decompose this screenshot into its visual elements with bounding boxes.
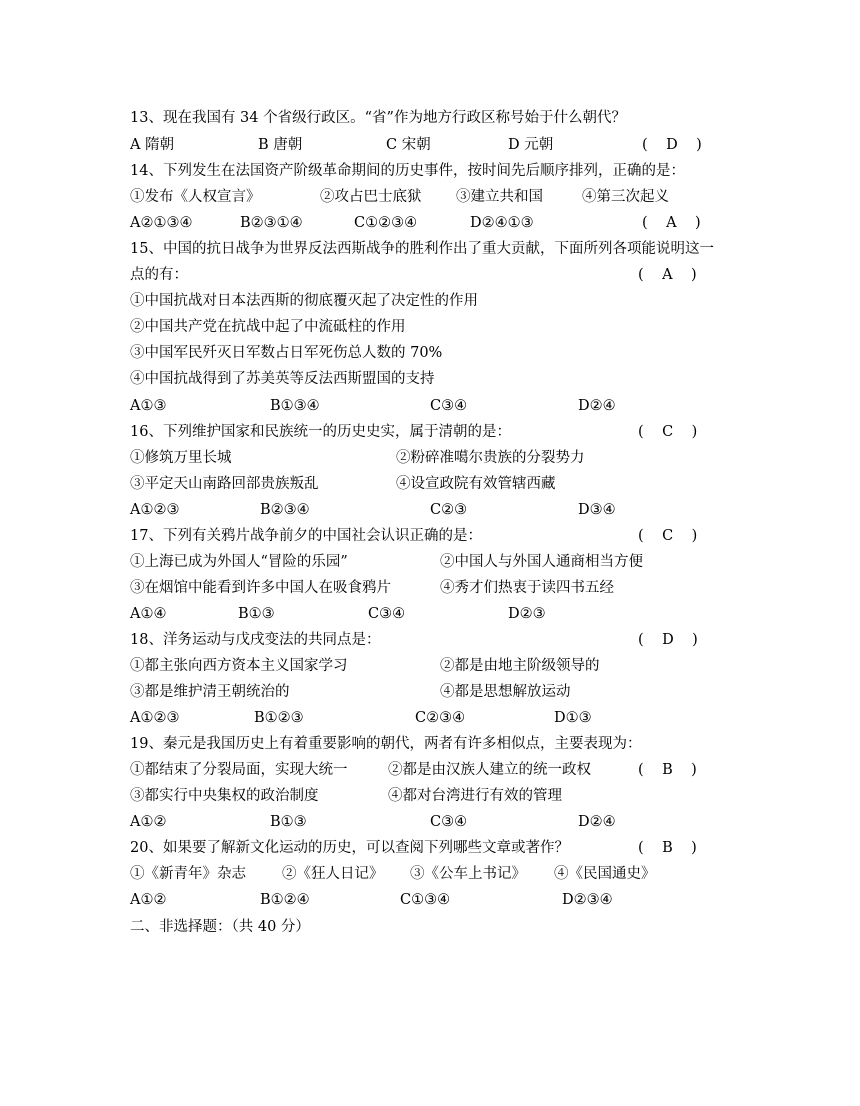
statement-item: ④第三次起义 bbox=[582, 189, 669, 205]
question-stem-text: 15、中国的抗日战争为世界反法西斯战争的胜利作出了重大贡献，下面所列各项能说明这一 bbox=[130, 241, 714, 257]
statement-item: ②都是由地主阶级领导的 bbox=[440, 658, 600, 674]
statement-item: ③《公车上书记》 bbox=[410, 866, 526, 882]
statement-item: ③都实行中央集权的政治制度 bbox=[130, 788, 319, 804]
option-d: D②③ bbox=[508, 606, 546, 622]
option-c: C③④ bbox=[368, 606, 406, 622]
statement-item: ②《狂人日记》 bbox=[282, 866, 384, 882]
option-a: A 隋朝 bbox=[130, 137, 175, 153]
statement-item: ②中国人与外国人通商相当方便 bbox=[440, 554, 643, 570]
statement-item: ④秀才们热衷于读四书五经 bbox=[440, 580, 614, 596]
option-d: D②③④ bbox=[562, 892, 613, 908]
answer-bracket: ( B ) bbox=[638, 840, 697, 856]
answer-bracket: ( D ) bbox=[642, 137, 702, 153]
statement-item: ④《民国通史》 bbox=[554, 866, 656, 882]
question-stem-text: 19、秦元是我国历史上有着重要影响的朝代，两者有许多相似点，主要表现为： bbox=[130, 736, 642, 752]
option-b: B 唐朝 bbox=[258, 137, 303, 153]
statement-item: ①上海已成为外国人“冒险的乐园” bbox=[130, 554, 348, 570]
answer-bracket: ( C ) bbox=[638, 424, 698, 440]
statement-item: ③平定天山南路回部贵族叛乱 bbox=[130, 476, 319, 492]
option-a: A①② bbox=[130, 892, 167, 908]
question-stem-text: 13、现在我国有 34 个省级行政区。“省”作为地方行政区称号始于什么朝代？ bbox=[130, 110, 626, 126]
answer-bracket: ( A ) bbox=[638, 267, 697, 283]
question-stem-text: 点的有： bbox=[130, 267, 188, 283]
option-a: A①②③ bbox=[130, 502, 180, 518]
statement-text: ③中国军民歼灭日军数占日军死伤总人数的 70% bbox=[130, 345, 443, 361]
option-c: C③④ bbox=[430, 814, 468, 830]
statement-item: ②攻占巴士底狱 bbox=[320, 189, 422, 205]
statement-text: ④中国抗战得到了苏美英等反法西斯盟国的支持 bbox=[130, 371, 435, 387]
statement-item: ③建立共和国 bbox=[456, 189, 543, 205]
option-b: B①③④ bbox=[270, 398, 320, 414]
option-c: C 宋朝 bbox=[386, 137, 431, 153]
option-c: C①②③④ bbox=[354, 215, 418, 231]
section-heading-text: 二、非选择题：（共 40 分） bbox=[130, 919, 310, 935]
statement-item: ①都结束了分裂局面，实现大统一 bbox=[130, 762, 348, 778]
option-b: B②③④ bbox=[260, 502, 310, 518]
option-c: C③④ bbox=[430, 398, 468, 414]
option-a: A①③ bbox=[130, 398, 167, 414]
statement-item: ③在烟馆中能看到许多中国人在吸食鸦片 bbox=[130, 580, 391, 596]
option-c: C②③④ bbox=[415, 710, 466, 726]
statement-item: ①都主张向西方资本主义国家学习 bbox=[130, 658, 348, 674]
statement-item: ②粉碎准噶尔贵族的分裂势力 bbox=[396, 450, 585, 466]
statement-item: ①《新青年》杂志 bbox=[130, 866, 246, 882]
option-b: B②③①④ bbox=[240, 215, 303, 231]
question-stem-text: 20、如果要了解新文化运动的历史，可以查阅下列哪些文章或著作？ bbox=[130, 840, 569, 856]
option-b: B①③ bbox=[270, 814, 307, 830]
statement-text: ②中国共产党在抗战中起了中流砥柱的作用 bbox=[130, 319, 406, 335]
option-a: A②①③④ bbox=[130, 215, 193, 231]
option-d: D①③ bbox=[554, 710, 592, 726]
answer-bracket: ( A ) bbox=[642, 215, 701, 231]
statement-item: ①发布《人权宣言》 bbox=[130, 189, 261, 205]
option-c: C②③ bbox=[430, 502, 468, 518]
answer-bracket: ( D ) bbox=[638, 632, 698, 648]
option-b: B①②④ bbox=[260, 892, 310, 908]
question-stem-text: 17、下列有关鸦片战争前夕的中国社会认识正确的是： bbox=[130, 528, 482, 544]
statement-item: ④设宣政院有效管辖西藏 bbox=[396, 476, 556, 492]
option-a: A①②③ bbox=[130, 710, 180, 726]
statement-item: ④都对台湾进行有效的管理 bbox=[388, 788, 562, 804]
answer-bracket: ( C ) bbox=[638, 528, 698, 544]
option-a: A①④ bbox=[130, 606, 167, 622]
statement-item: ①修筑万里长城 bbox=[130, 450, 232, 466]
statement-item: ③都是维护清王朝统治的 bbox=[130, 684, 290, 700]
option-d: D②④①③ bbox=[470, 215, 534, 231]
option-d: D②④ bbox=[578, 814, 616, 830]
statement-text: ①中国抗战对日本法西斯的彻底覆灭起了决定性的作用 bbox=[130, 293, 478, 309]
statement-item: ④都是思想解放运动 bbox=[440, 684, 571, 700]
option-d: D 元朝 bbox=[508, 137, 554, 153]
option-a: A①② bbox=[130, 814, 167, 830]
option-d: D③④ bbox=[578, 502, 616, 518]
option-b: B①③ bbox=[238, 606, 275, 622]
statement-item: ②都是由汉族人建立的统一政权 bbox=[388, 762, 591, 778]
question-stem-text: 16、下列维护国家和民族统一的历史史实，属于清朝的是： bbox=[130, 424, 511, 440]
question-stem-text: 18、洋务运动与戊戌变法的共同点是： bbox=[130, 632, 381, 648]
option-b: B①②③ bbox=[254, 710, 304, 726]
answer-bracket: ( B ) bbox=[638, 762, 697, 778]
option-c: C①③④ bbox=[400, 892, 451, 908]
option-d: D②④ bbox=[578, 398, 616, 414]
question-stem-text: 14、下列发生在法国资产阶级革命期间的历史事件，按时间先后顺序排列，正确的是： bbox=[130, 163, 685, 179]
